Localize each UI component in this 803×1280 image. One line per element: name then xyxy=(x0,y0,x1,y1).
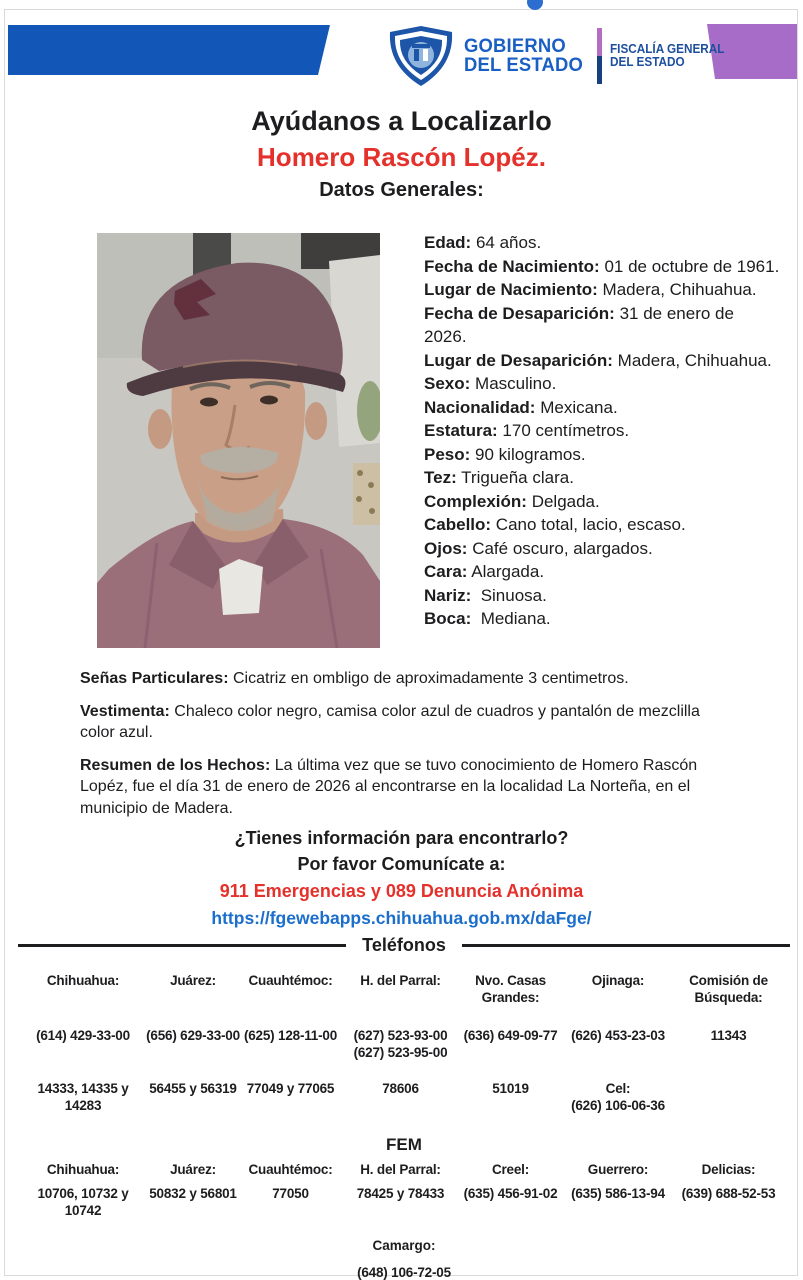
phone-cell: (614) 429-33-00 xyxy=(36,1028,130,1043)
fem-header-guerrero: Guerrero: xyxy=(587,1162,649,1177)
col-header-parral: H. del Parral: xyxy=(360,973,441,988)
phone-cell: (639) 688-52-53 xyxy=(681,1186,776,1201)
field-tez xyxy=(424,466,780,490)
field-fecha-nacimiento xyxy=(424,255,780,279)
field-sexo xyxy=(424,372,780,396)
field-value: Trigueña clara. xyxy=(461,468,574,487)
page-title: Ayúdanos a Localizarlo xyxy=(251,106,552,136)
phone-cell: (656) 629-33-00 xyxy=(146,1028,240,1043)
field-value: Mediana. xyxy=(480,609,551,628)
telephones-section xyxy=(18,935,790,1280)
contact-block xyxy=(0,828,803,929)
field-value: 01 de octubre de 1961. xyxy=(604,256,780,276)
logo-divider xyxy=(597,28,602,84)
field-label: Estatura: xyxy=(424,421,498,440)
fem-title: FEM xyxy=(386,1135,422,1154)
field-value: Madera, Chihuahua. xyxy=(617,350,772,370)
col-header-comision-busqueda: Comisión de Búsqueda: xyxy=(689,973,768,1005)
para-text: Chaleco color negro, camisa color azul de cuadros y pantalón de mezclilla color azul. xyxy=(80,702,700,741)
phone-cell: 11343 xyxy=(710,1028,747,1043)
para-text: Cicatriz en ombligo de aproximadamente 3 centimetros. xyxy=(232,670,629,687)
phones-row-1 xyxy=(18,1027,790,1061)
title-block xyxy=(0,106,803,202)
fiscalia-line1: FISCALÍA GENERAL xyxy=(609,42,725,56)
senas-particulares xyxy=(80,668,730,690)
field-value: Mexicana. xyxy=(540,397,618,417)
resumen-hechos xyxy=(80,755,730,820)
phone-cell: (635) 586-13-94 xyxy=(571,1186,665,1201)
fem-header-delicias: Delicias: xyxy=(701,1162,756,1177)
phone-cell: 56455 y 56319 xyxy=(149,1081,237,1096)
field-value: Sinuosa. xyxy=(480,585,547,605)
phone-cell: (625) 128-11-00 xyxy=(243,1028,338,1043)
field-label: Ojos: xyxy=(424,538,468,558)
contact-cta: Por favor Comunícate a: xyxy=(297,854,506,874)
para-label: Resumen de los Hechos: xyxy=(80,756,271,774)
phone-cell: 77049 y 77065 xyxy=(246,1081,335,1096)
vestimenta xyxy=(80,701,730,744)
header-blue-band xyxy=(8,25,330,75)
state-shield-logo-icon xyxy=(384,24,458,88)
missing-person-name: Homero Rascón Lopéz. xyxy=(257,142,546,172)
header-logos xyxy=(384,24,731,88)
camargo-phone: (648) 106-72-05 xyxy=(357,1265,451,1280)
field-label: Boca: xyxy=(424,609,472,628)
fem-row xyxy=(18,1185,790,1219)
phone-cell: (636) 649-09-77 xyxy=(463,1028,558,1043)
col-header-chihuahua: Chihuahua: xyxy=(46,973,120,988)
general-data-list xyxy=(424,231,780,631)
field-label: Cara: xyxy=(424,562,468,581)
col-header-ojinaga: Ojinaga: xyxy=(591,973,645,988)
field-label: Complexión: xyxy=(424,491,527,511)
field-fecha-desaparicion xyxy=(424,302,780,349)
field-value: 64 años. xyxy=(475,233,542,252)
field-peso xyxy=(424,443,780,467)
fem-header-row xyxy=(18,1161,790,1178)
phone-cell: 10706, 10732 y 10742 xyxy=(37,1186,129,1218)
telephones-heading xyxy=(18,935,790,956)
field-nacionalidad xyxy=(424,396,780,420)
blue-dot-mark xyxy=(527,0,543,10)
gobierno-line1: GOBIERNO xyxy=(464,36,566,57)
field-value: Café oscuro, alargados. xyxy=(472,538,653,558)
col-header-juarez: Juárez: xyxy=(170,973,216,988)
para-text: La última vez que se tuvo conocimiento de Homero Rascón Lopéz, fue el día 31 de enero de 2026 al encontrarse en la localidad La Norteña, en el municipio de Madera. xyxy=(80,756,698,817)
phone-cell xyxy=(673,1080,784,1114)
phone-cell: (627) 523-93-00 (627) 523-95-00 xyxy=(353,1028,448,1060)
missing-person-photo xyxy=(97,233,380,648)
phone-cell: 50832 y 56801 xyxy=(149,1186,237,1201)
fem-header-chihuahua: Chihuahua: xyxy=(46,1162,120,1177)
field-cara xyxy=(424,560,780,584)
camargo-block xyxy=(18,1238,790,1280)
fem-header-parral: H. del Parral: xyxy=(360,1162,441,1177)
gobierno-line2: DEL ESTADO xyxy=(464,55,584,76)
field-value: 90 kilogramos. xyxy=(475,444,586,464)
field-value: Cano total, lacio, escaso. xyxy=(495,515,686,534)
para-label: Vestimenta: xyxy=(80,702,170,720)
section-title-datos-generales: Datos Generales: xyxy=(319,179,484,201)
phones-header-row xyxy=(18,972,790,1006)
field-label: Lugar de Nacimiento: xyxy=(424,280,598,299)
field-value: Madera, Chihuahua. xyxy=(602,280,757,299)
telephones-title: Teléfonos xyxy=(362,935,446,955)
field-value: Masculino. xyxy=(475,374,557,393)
camargo-header: Camargo: xyxy=(372,1238,436,1253)
field-label: Cabello: xyxy=(424,515,492,534)
report-url-link[interactable]: https://fgewebapps.chihuahua.gob.mx/daFge/ xyxy=(211,908,592,928)
emergency-numbers: 911 Emergencias y 089 Denuncia Anónima xyxy=(219,881,584,901)
fem-header-creel: Creel: xyxy=(491,1162,530,1177)
phone-cell: (626) 453-23-03 xyxy=(571,1028,665,1043)
fiscalia-line2: DEL ESTADO xyxy=(609,55,685,69)
field-label: Peso: xyxy=(424,444,471,464)
phone-cell: 78425 y 78433 xyxy=(356,1186,445,1201)
phone-cell: 51019 xyxy=(492,1081,529,1096)
field-complexion xyxy=(424,490,780,514)
phone-cell: (635) 456-91-02 xyxy=(463,1186,558,1201)
field-cabello xyxy=(424,513,780,537)
field-value: Delgada. xyxy=(531,491,600,511)
field-label: Sexo: xyxy=(424,374,471,393)
field-label: Edad: xyxy=(424,233,472,252)
field-boca xyxy=(424,607,780,631)
field-lugar-desaparicion xyxy=(424,349,780,373)
field-value: 31 de enero de 2026. xyxy=(424,303,734,346)
field-estatura xyxy=(424,419,780,443)
field-value: Alargada. xyxy=(471,562,545,581)
phones-row-2 xyxy=(18,1080,790,1114)
field-value: 170 centímetros. xyxy=(502,421,630,440)
fiscalia-wordmark xyxy=(610,43,724,69)
heading-rule-left xyxy=(18,944,346,947)
col-header-nvo-casas-grandes: Nvo. Casas Grandes: xyxy=(475,973,546,1005)
field-label: Fecha de Desaparición: xyxy=(424,303,615,323)
fem-header-cuauhtemoc: Cuauhtémoc: xyxy=(248,1162,333,1177)
para-label: Señas Particulares: xyxy=(80,670,229,687)
phone-cell: Cel: (626) 106-06-36 xyxy=(571,1081,665,1113)
fem-header-juarez: Juárez: xyxy=(170,1162,216,1177)
field-nariz xyxy=(424,584,780,608)
phone-cell: 78606 xyxy=(382,1081,419,1096)
field-label: Nacionalidad: xyxy=(424,397,536,417)
col-header-cuauhtemoc: Cuauhtémoc: xyxy=(248,973,333,988)
field-label: Nariz: xyxy=(424,585,472,605)
gobierno-wordmark xyxy=(464,37,583,75)
description-paragraphs xyxy=(80,668,730,830)
field-edad xyxy=(424,231,780,255)
phone-cell: 14333, 14335 y 14283 xyxy=(37,1081,129,1113)
field-label: Lugar de Desaparición: xyxy=(424,350,613,370)
field-ojos xyxy=(424,537,780,561)
field-label: Tez: xyxy=(424,468,457,487)
phone-cell: 77050 xyxy=(272,1186,309,1201)
field-label: Fecha de Nacimiento: xyxy=(424,256,600,276)
field-lugar-nacimiento xyxy=(424,278,780,302)
heading-rule-right xyxy=(462,944,790,947)
contact-question: ¿Tienes información para encontrarlo? xyxy=(234,828,569,848)
